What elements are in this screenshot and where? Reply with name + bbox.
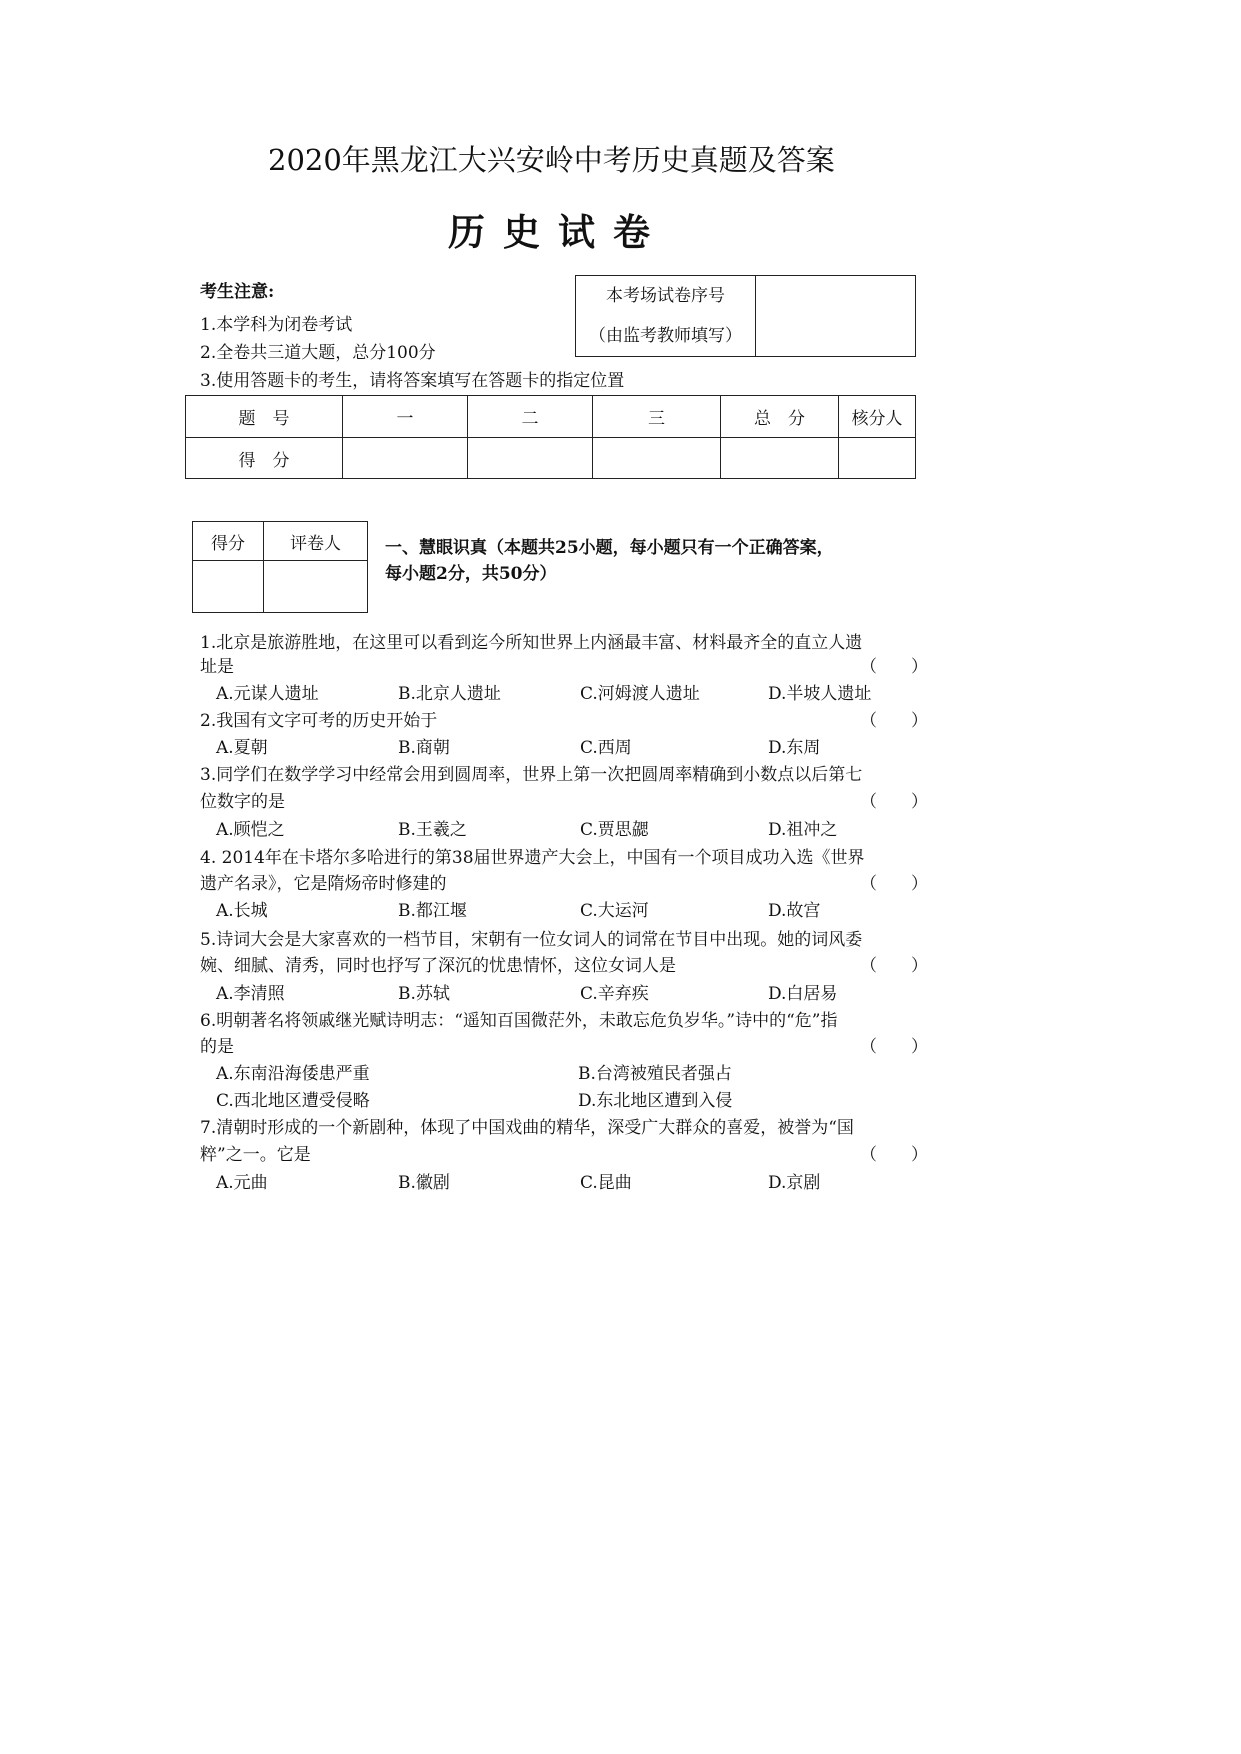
question-text: 6.明朝著名将领戚继光赋诗明志：“遥知百国微茫外，未敢忘危负岁华。”诗中的“危”指	[200, 1011, 838, 1031]
grader-cell[interactable]	[193, 561, 264, 613]
score-cell[interactable]	[343, 438, 468, 479]
answer-option: B.台湾被殖民者强占	[578, 1064, 732, 1084]
answer-option: A.夏朝	[216, 738, 268, 758]
score-table	[185, 395, 916, 479]
question-text: 遗产名录》，它是隋炀帝时修建的	[200, 874, 447, 894]
answer-blank[interactable]: （ ）	[860, 1037, 928, 1057]
answer-blank[interactable]: （ ）	[860, 956, 928, 976]
question-text: 婉、细腻、清秀，同时也抒写了深沉的忧患情怀，这位女词人是	[200, 956, 676, 976]
question-text: 1.北京是旅游胜地，在这里可以看到迄今所知世界上内涵最丰富、材料最齐全的直立人遗	[200, 633, 863, 653]
answer-option: D.半坡人遗址	[768, 684, 872, 704]
serial-number-box	[575, 275, 916, 357]
question-text: 5.诗词大会是大家喜欢的一档节目，宋朝有一位女词人的词常在节目中出现。她的词风委	[200, 930, 863, 950]
answer-option: B.王羲之	[398, 820, 467, 840]
notice-item: 3.使用答题卡的考生，请将答案填写在答题卡的指定位置	[200, 371, 625, 391]
answer-blank[interactable]: （ ）	[860, 711, 928, 731]
answer-option: A.元谋人遗址	[216, 684, 319, 704]
section-heading-cont: 每小题2分，共50分）	[385, 564, 557, 584]
answer-option: A.顾恺之	[216, 820, 285, 840]
score-header: 一	[343, 396, 468, 438]
question-text: 2.我国有文字可考的历史开始于	[200, 711, 438, 731]
question-text: 粹”之一。它是	[200, 1145, 311, 1165]
answer-option: A.李清照	[216, 984, 285, 1004]
score-row-label: 得 分	[186, 438, 343, 479]
serial-label	[576, 276, 756, 357]
answer-option: C.河姆渡人遗址	[580, 684, 700, 704]
grader-table	[192, 521, 368, 613]
score-cell[interactable]	[839, 438, 916, 479]
answer-option: B.苏轼	[398, 984, 450, 1004]
answer-blank[interactable]: （ ）	[860, 792, 928, 812]
question-text: 7.清朝时形成的一个新剧种，体现了中国戏曲的精华，深受广大群众的喜爱，被誉为“国	[200, 1118, 854, 1138]
answer-blank[interactable]: （ ）	[860, 874, 928, 894]
answer-option: C.西周	[580, 738, 632, 758]
answer-option: D.东周	[768, 738, 821, 758]
score-cell[interactable]	[593, 438, 721, 479]
answer-option: B.徽剧	[398, 1173, 450, 1193]
score-header: 二	[468, 396, 593, 438]
answer-option: D.故宫	[768, 901, 821, 921]
question-text: 4. 2014年在卡塔尔多哈进行的第38届世界遗产大会上，中国有一个项目成功入选《世界	[200, 848, 865, 868]
grader-cell[interactable]	[264, 561, 368, 613]
answer-option: B.商朝	[398, 738, 450, 758]
serial-label-line1: 本考场试卷序号	[606, 286, 725, 306]
serial-number-field[interactable]	[756, 276, 916, 357]
answer-option: B.北京人遗址	[398, 684, 501, 704]
question-text: 位数字的是	[200, 792, 285, 812]
answer-option: D.白居易	[768, 984, 838, 1004]
answer-option: A.东南沿海倭患严重	[216, 1064, 370, 1084]
answer-option: C.辛弃疾	[580, 984, 649, 1004]
answer-option: A.元曲	[216, 1173, 268, 1193]
answer-option: C.西北地区遭受侵略	[216, 1091, 370, 1111]
notice-item: 2.全卷共三道大题，总分100分	[200, 343, 436, 363]
answer-option: D.祖冲之	[768, 820, 838, 840]
score-header: 总 分	[721, 396, 839, 438]
question-text: 3.同学们在数学学习中经常会用到圆周率，世界上第一次把圆周率精确到小数点以后第七	[200, 765, 863, 785]
notice-heading: 考生注意:	[200, 282, 275, 302]
score-cell[interactable]	[721, 438, 839, 479]
exam-subtitle: 历史试卷	[448, 210, 668, 254]
score-cell[interactable]	[468, 438, 593, 479]
answer-blank[interactable]: （ ）	[860, 657, 928, 677]
serial-label-line2: （由监考教师填写）	[589, 326, 742, 346]
answer-option: D.东北地区遭到入侵	[578, 1091, 733, 1111]
notice-item: 1.本学科为闭卷考试	[200, 315, 353, 335]
score-header: 题 号	[186, 396, 343, 438]
section-heading: 一、慧眼识真（本题共25小题，每小题只有一个正确答案，	[385, 538, 834, 558]
answer-option: C.大运河	[580, 901, 649, 921]
answer-blank[interactable]: （ ）	[860, 1145, 928, 1165]
score-header: 三	[593, 396, 721, 438]
grader-header: 得分	[193, 522, 264, 561]
answer-option: C.贾思勰	[580, 820, 649, 840]
grader-header: 评卷人	[264, 522, 368, 561]
answer-option: B.都江堰	[398, 901, 467, 921]
question-text: 的是	[200, 1037, 234, 1057]
answer-option: A.长城	[216, 901, 268, 921]
document-title: 2020年黑龙江大兴安岭中考历史真题及答案	[268, 143, 835, 177]
answer-option: C.昆曲	[580, 1173, 632, 1193]
score-header: 核分人	[839, 396, 916, 438]
question-text: 址是	[200, 657, 234, 677]
answer-option: D.京剧	[768, 1173, 821, 1193]
